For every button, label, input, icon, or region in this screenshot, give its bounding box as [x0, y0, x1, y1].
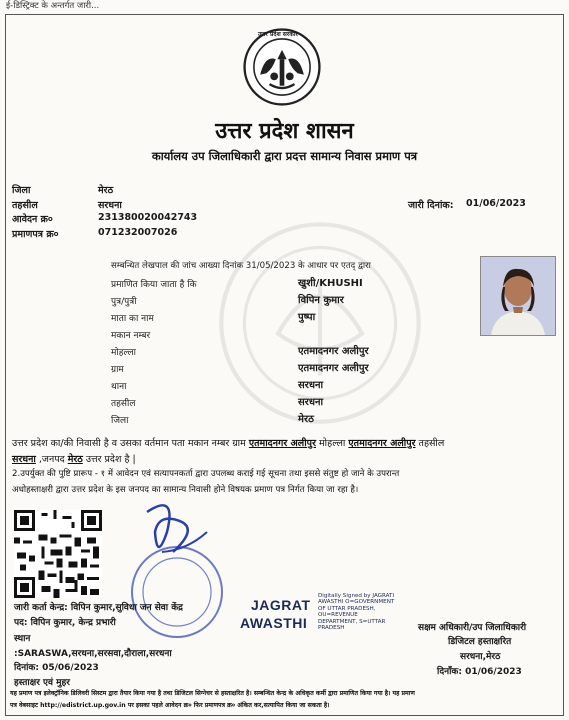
- detail-label: मोहल्ला: [111, 348, 136, 358]
- officer-place: सरधना,मेरठ: [460, 652, 501, 662]
- detail-value-name: खुशी/KHUSHI: [298, 278, 363, 289]
- digital-signature-line: OF UTTAR PRADESH,: [318, 605, 376, 612]
- officer-date: दिनाँक: 01/06/2023: [437, 667, 522, 677]
- qr-code-icon: [14, 510, 102, 598]
- tehsil-label: तहसील: [12, 200, 38, 211]
- digital-signature-line: Digitally Signed by JAGRATI: [318, 593, 395, 599]
- issue-date-value: 01/06/2023: [466, 198, 526, 209]
- digital-signature-details: [318, 593, 394, 631]
- issue-date-label: जारी दिनांक:: [408, 200, 454, 211]
- detail-label: जिला: [111, 416, 129, 426]
- certificate-no-value: 071232007026: [98, 227, 178, 238]
- application-no-value: 231380020042743: [98, 212, 198, 223]
- tehsil-value: सरधना: [98, 200, 122, 211]
- intro-line: सम्बन्धित लेखपाल की जांच आख्या दिनांक 31/05/2023 के आधार पर एतद् द्वारा: [111, 261, 371, 271]
- digital-signer-name-line2: AWASTHI: [240, 615, 308, 631]
- detail-label: प्रमाणित किया जाता है कि: [111, 280, 197, 290]
- place-value: :SARASWA,सरधना,सरसवा,दौराला,सरधना: [14, 649, 172, 659]
- footer-note-line1: यह प्रमाण पत्र इलेक्ट्रॉनिक डिलिवरी सिस्टम द्वारा तैयार किया गया है तथा डिजिटल सिग्नेचर से हस्ताक्षरित है। सम्बन्धित केन्द्र के अधिकृत कर्मी द्वारा प्रमाणित किया गया है। यह प्रमाण: [10, 690, 415, 697]
- confirmation-line2: अधोहस्ताक्षरी द्वारा उत्तर प्रदेश के इस जनपद का सामान्य निवासी होने विषयक प्रमाण पत्र निर्गत किया जा रहा है।: [12, 485, 359, 495]
- digital-signature-line: OU=REVENUE: [318, 612, 358, 619]
- district-value: मेरठ: [98, 185, 114, 196]
- application-no-label: आवेदन क्र०: [12, 214, 53, 225]
- place-label: स्थान: [14, 634, 31, 644]
- digital-signature-line: DEPARTMENT, S=UTTAR: [318, 618, 386, 625]
- certificate-no-label: प्रमाणपत्र क्र०: [12, 229, 59, 240]
- detail-label: पुत्र/पुत्री: [111, 297, 137, 307]
- digital-signature-line: AWASTHI O=GOVERNMENT: [318, 599, 395, 606]
- detail-label: ग्राम: [111, 365, 124, 375]
- footer-note-line2: पत्र वेबसाइट http://edistrict.up.gov.in पर इसका पहले आवेदन क्र० फिर प्रमाणपत्र क्र० अंकित कर,सत्यापित किया जा सकता है।: [10, 702, 330, 709]
- residence-paragraph-line1: उत्तर प्रदेश का/की निवासी है व उसका वर्तमान पता मकान नम्बर ग्राम एतमादनगर अलीपुर मोहल्ला एतमादनगर अलीपुर तहसील: [12, 438, 445, 449]
- issuer-post: पद: विपिन कुमार, केन्द्र प्रभारी: [14, 618, 116, 628]
- detail-value-district: मेरठ: [298, 414, 314, 425]
- district-underlined: मेरठ: [67, 454, 83, 465]
- detail-label: माता का नाम: [111, 314, 154, 324]
- district-label: जिला: [12, 185, 31, 196]
- digital-signer-name-line1: JAGRAT: [251, 597, 311, 613]
- competent-officer: सक्षम अधिकारी/उप जिलाधिकारी: [418, 623, 527, 633]
- page-title: उत्तर प्रदेश शासन: [215, 118, 354, 144]
- signature-seal-label: हस्ताक्षर एवं मुहर: [14, 678, 70, 688]
- applicant-photo: [480, 256, 556, 336]
- detail-value-father: विपिन कुमार: [298, 295, 344, 306]
- detail-value-mother: पुष्पा: [298, 312, 316, 323]
- detail-label: तहसील: [111, 399, 136, 409]
- detail-value-village: एतमादनगर अलीपुर: [298, 363, 369, 374]
- page-subtitle: कार्यालय उप जिलाधिकारी द्वारा प्रदत्त सामान्य निवास प्रमाण पत्र: [151, 149, 418, 163]
- emblem-text: उत्तर प्रदेश सरकार: [258, 31, 298, 38]
- detail-value-police-station: सरधना: [298, 380, 324, 391]
- digital-signature-line: PRADESH: [318, 625, 345, 632]
- detail-label: मकान नम्बर: [111, 331, 151, 341]
- digitally-signed-label: डिजिटल हस्ताक्षरित: [448, 637, 512, 647]
- village-underlined: एतमादनगर अलीपुर: [248, 438, 316, 449]
- detail-value-tehsil: सरधना: [298, 397, 324, 408]
- issue-center-date: दिनांक: 05/06/2023: [14, 663, 99, 673]
- residence-paragraph-line2: सरधना ,जनपद मेरठ उत्तर प्रदेश है |: [12, 454, 136, 465]
- edistrict-note: ई-डिस्ट्रिक्ट के अन्तर्गत जारी...: [6, 1, 100, 11]
- tehsil-underlined: सरधना: [12, 454, 36, 465]
- issuing-center: जारी कर्ता केन्द्र: विपिन कुमार,सुविधा जन सेवा केंद्र: [14, 603, 183, 613]
- center-seal-stamp-icon: [107, 492, 225, 642]
- mohalla-underlined: एतमादनगर अलीपुर: [348, 438, 416, 449]
- detail-value-mohalla: एतमादनगर अलीपुर: [298, 346, 369, 357]
- up-government-emblem-icon: [243, 28, 321, 106]
- confirmation-line1: 2.उपर्युक्त की पुष्टि प्रारूप - १ में आवेदन एवं सत्यापनकर्ता द्वारा उपलब्ध कराई गई सूचना तथा इससे संतुष्ट हो जाने के उपरान्त: [12, 469, 400, 479]
- detail-label: थाना: [111, 382, 127, 392]
